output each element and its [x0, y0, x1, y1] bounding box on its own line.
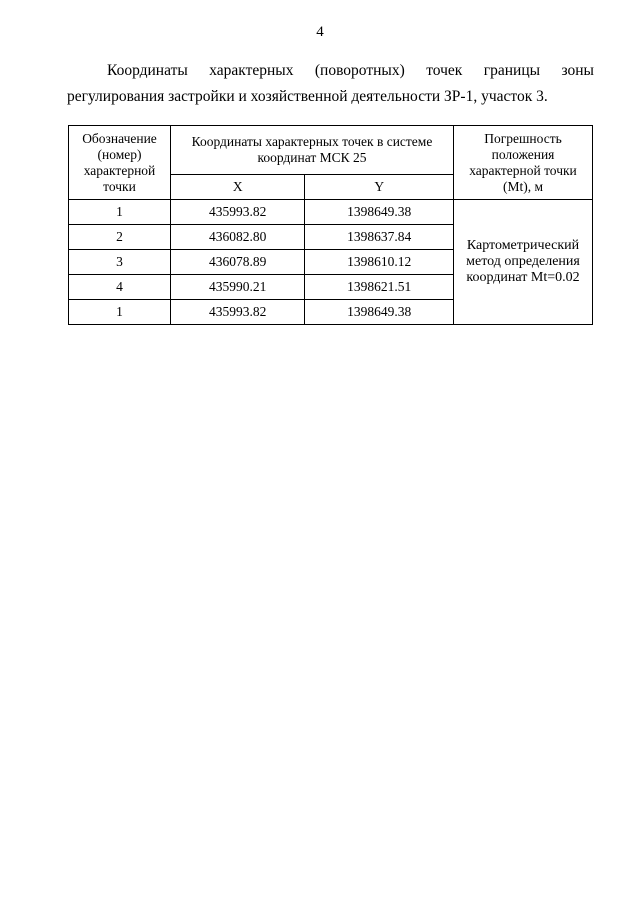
cell-y: 1398649.38: [305, 200, 454, 225]
intro-word: Координаты: [107, 62, 188, 79]
cell-x: 435990.21: [171, 275, 305, 300]
cell-y: 1398610.12: [305, 250, 454, 275]
intro-word: (поворотных): [314, 62, 405, 79]
header-y: Y: [305, 175, 454, 200]
cell-point: 1: [69, 200, 171, 225]
intro-word: зоны: [561, 62, 594, 79]
header-point-label: Обозначение (номер) характерной точки: [69, 126, 171, 200]
cell-x: 435993.82: [171, 300, 305, 325]
cell-point: 4: [69, 275, 171, 300]
cell-y: 1398637.84: [305, 225, 454, 250]
cell-x: 436082.80: [171, 225, 305, 250]
header-error: Погрешность положения характерной точки (Mt), м: [454, 126, 593, 200]
intro-word: границы: [483, 62, 541, 79]
table-row: [69, 200, 593, 225]
cell-point: 1: [69, 300, 171, 325]
cell-x: 436078.89: [171, 250, 305, 275]
intro-word: характерных: [209, 62, 294, 79]
cell-y: 1398649.38: [305, 300, 454, 325]
intro-paragraph: [67, 58, 594, 110]
intro-line-1: [67, 58, 594, 84]
cell-method: Картометрический метод определения координат Mt=0.02: [454, 200, 593, 325]
intro-line-2: регулирования застройки и хозяйственной деятельности ЗР-1, участок 3.: [67, 88, 548, 105]
cell-point: 2: [69, 225, 171, 250]
cell-point: 3: [69, 250, 171, 275]
header-coordinates: Координаты характерных точек в системе координат МСК 25: [171, 126, 454, 175]
cell-y: 1398621.51: [305, 275, 454, 300]
intro-word: точек: [426, 62, 463, 79]
cell-x: 435993.82: [171, 200, 305, 225]
coordinates-table: [68, 125, 593, 325]
header-x: X: [171, 175, 305, 200]
page-number: 4: [316, 24, 324, 40]
